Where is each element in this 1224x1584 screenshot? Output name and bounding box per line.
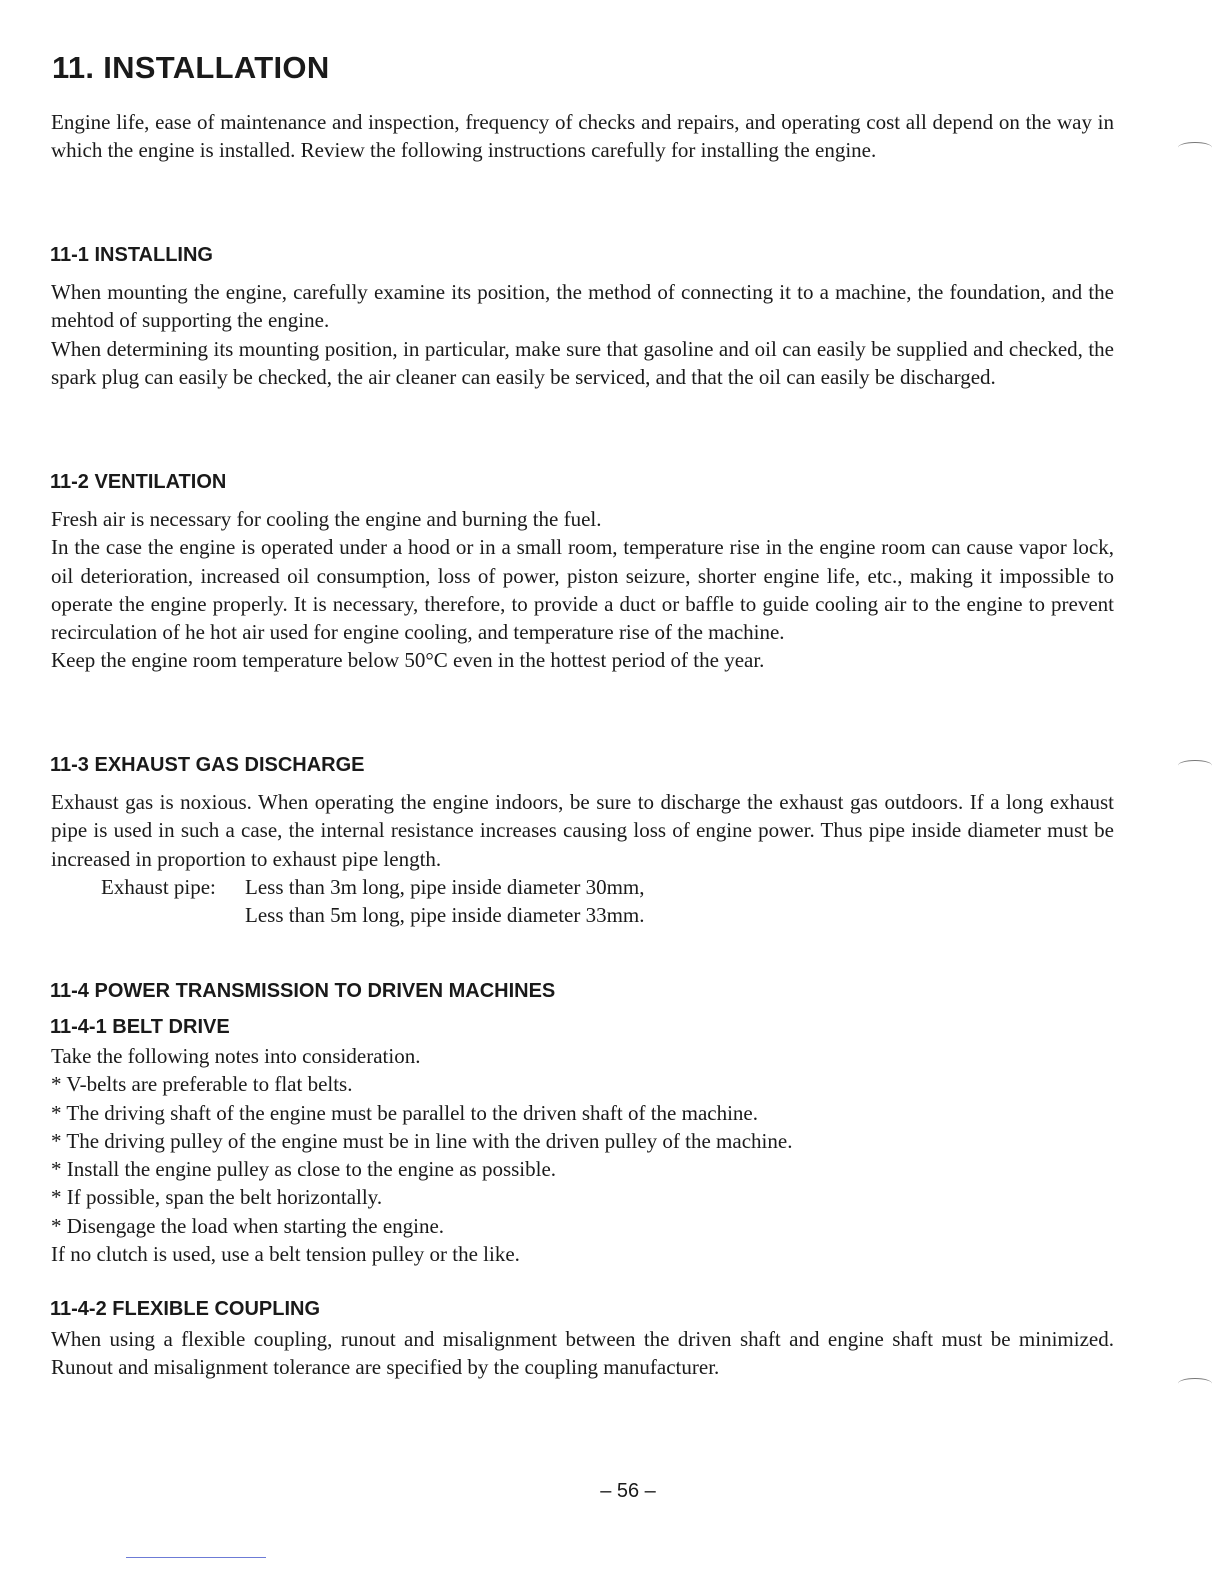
ventilation-paragraph-1: Fresh air is necessary for cooling the engine and burning the fuel.: [51, 507, 602, 531]
margin-mark: [1178, 1378, 1212, 1389]
list-item: * V-belts are preferable to flat belts.: [51, 1072, 353, 1097]
subsection-heading-flexible-coupling: 11-4-2 FLEXIBLE COUPLING: [50, 1298, 321, 1320]
exhaust-spec-1: Less than 3m long, pipe inside diameter 30mm,: [245, 874, 645, 899]
exhaust-body: [51, 788, 1114, 929]
installing-paragraph-1: When mounting the engine, carefully examine its position, the method of connecting it to a machine, the foundation, and the mehtod of supporting the engine.: [51, 280, 1114, 333]
margin-mark: [1178, 760, 1212, 771]
section-heading-ventilation: 11-2 VENTILATION: [50, 471, 227, 493]
exhaust-spec-row-2: [51, 901, 1114, 929]
installing-body: [51, 278, 1114, 391]
intro-paragraph: Engine life, ease of maintenance and inspection, frequency of checks and repairs, and operating cost all depend on the way in which the engine is installed. Review the following instructions carefully for installing the engine.: [51, 110, 1114, 163]
margin-mark: [1178, 142, 1212, 153]
belt-drive-body: [51, 1042, 1114, 1268]
bottom-rule: [126, 1557, 266, 1558]
ventilation-paragraph-2: In the case the engine is operated under a hood or in a small room, temperature rise in the engine room can cause vapor lock, oil deterioration, increased oil consumption, loss of power, piston seizure, shorter engine life, etc., making it impossible to operate the engine properly. It is necessary, therefore, to provide a duct or baffle to guide cooling air to the engine to prevent recirculation of he hot air used for engine cooling, and temperature rise of the machine.: [51, 535, 1114, 645]
belt-drive-lead: Take the following notes into consideration.: [51, 1044, 421, 1068]
section-heading-exhaust: 11-3 EXHAUST GAS DISCHARGE: [50, 754, 365, 776]
list-item: * Disengage the load when starting the engine.: [51, 1213, 445, 1238]
exhaust-paragraph-1: Exhaust gas is noxious. When operating the engine indoors, be sure to discharge the exhaust gas outdoors. If a long exhaust pipe is used in such a case, the internal resistance increases causing loss of engine power. Thus pipe inside diameter must be increased in proportion to exhaust pipe length.: [51, 790, 1114, 871]
exhaust-spec-row-1: [51, 873, 1114, 901]
belt-drive-closing: If no clutch is used, use a belt tension pulley or the like.: [51, 1242, 520, 1267]
exhaust-spec-2: Less than 5m long, pipe inside diameter 33mm.: [245, 903, 645, 928]
subsection-heading-belt-drive: 11-4-1 BELT DRIVE: [50, 1016, 230, 1038]
section-heading-installing: 11-1 INSTALLING: [50, 244, 213, 266]
list-item: * The driving shaft of the engine must be parallel to the driven shaft of the machine.: [51, 1100, 758, 1125]
ventilation-body: [51, 505, 1114, 675]
ventilation-paragraph-3: Keep the engine room temperature below 50°C even in the hottest period of the year.: [51, 648, 765, 673]
installing-paragraph-2: When determining its mounting position, in particular, make sure that gasoline and oil can easily be supplied and checked, the spark plug can easily be checked, the air cleaner can easily be serviced, and that the oil can easily be discharged.: [51, 336, 1114, 389]
list-item: * The driving pulley of the engine must be in line with the driven pulley of the machine.: [51, 1128, 793, 1153]
exhaust-spec-label: Exhaust pipe:: [101, 874, 216, 899]
section-heading-power-transmission: 11-4 POWER TRANSMISSION TO DRIVEN MACHINES: [50, 980, 556, 1002]
list-item: * If possible, span the belt horizontally.: [51, 1185, 383, 1210]
page-title: 11. INSTALLATION: [52, 50, 330, 85]
page-number: – 56 –: [600, 1480, 656, 1502]
list-item: * Install the engine pulley as close to the engine as possible.: [51, 1157, 557, 1182]
flexible-coupling-paragraph: When using a flexible coupling, runout and misalignment between the driven shaft and engine shaft must be minimized. Runout and misalignment tolerance are specified by the coupling manufacturer.: [51, 1327, 1114, 1380]
